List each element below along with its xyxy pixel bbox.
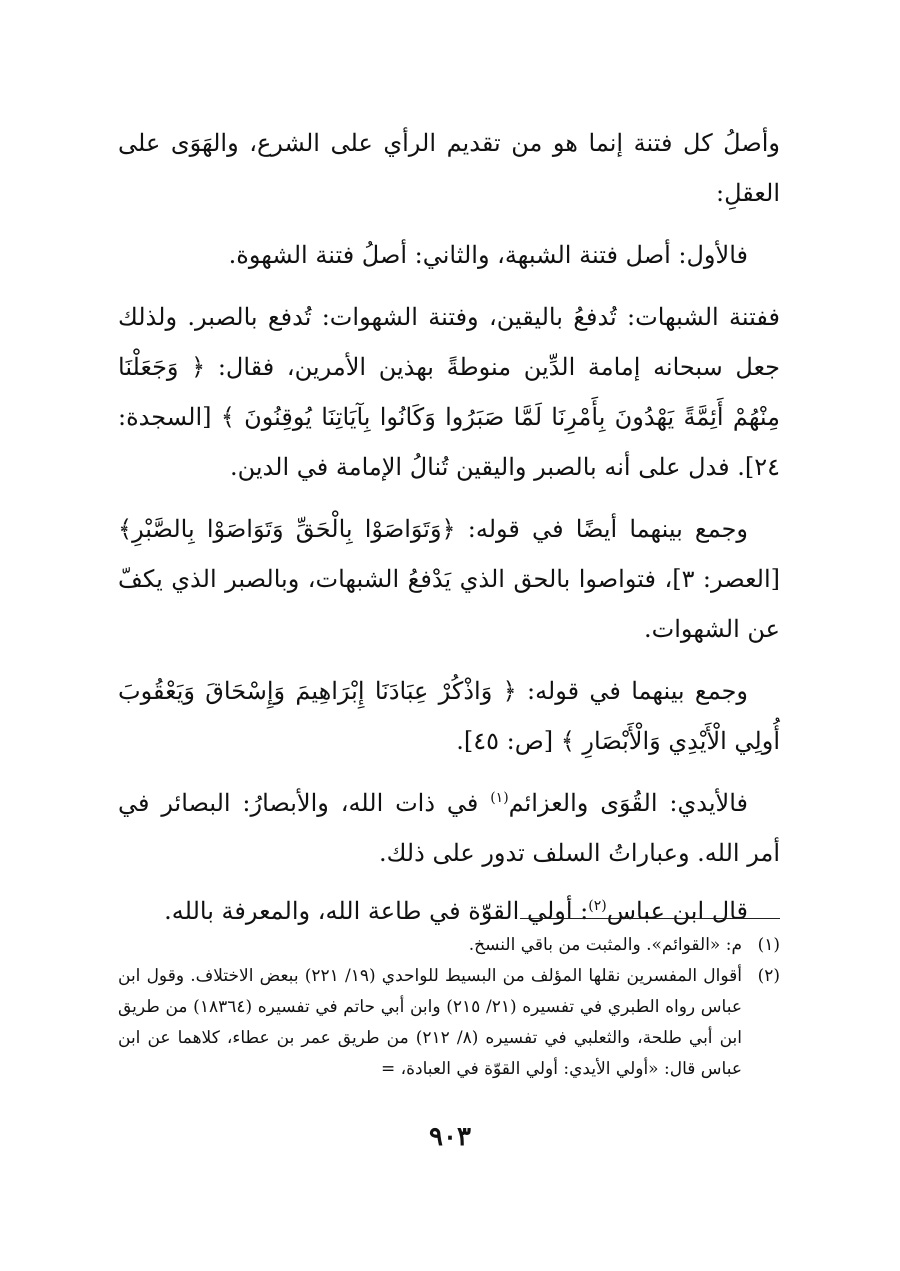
paragraph-6	[118, 778, 780, 878]
paragraph-6-text-a: فالأيدي: القُوَى والعزائم	[508, 789, 748, 817]
footnote-1-text: م: «القوائم». والمثبت من باقي النسخ.	[468, 935, 742, 955]
footnote-2-number: (٢)	[757, 966, 780, 986]
footnote-ref-2[interactable]: (٢)	[588, 898, 607, 914]
footnote-separator	[520, 918, 780, 919]
main-text	[118, 118, 780, 948]
paragraph-5	[118, 666, 780, 766]
footnote-1-number: (١)	[757, 935, 780, 955]
quran-verse-sad: ﴿ وَاذْكُرْ عِبَادَنَا إِبْرَاهِيمَ وَإِسْحَاقَ وَيَعْقُوبَ أُولِي الْأَيْدِي وَالْأَبْصَارِ ﴾	[118, 677, 780, 755]
paragraph-6-text-b: في ذات الله، والأبصارُ: البصائر في أمر الله. وعباراتُ السلف تدور على ذلك.	[118, 789, 780, 867]
paragraph-4	[118, 504, 780, 654]
quran-verse-sajdah: ﴿ وَجَعَلْنَا مِنْهُمْ أَئِمَّةً يَهْدُونَ بِأَمْرِنَا لَمَّا صَبَرُوا وَكَانُوا بِآيَاتِنَا يُوقِنُونَ ﴾	[118, 353, 781, 431]
paragraph-3-text-b: [السجدة: ٢٤]. فدل على أنه بالصبر واليقين تُنالُ الإمامة في الدين.	[118, 403, 780, 481]
quran-verse-asr: ﴿وَتَوَاصَوْا بِالْحَقِّ وَتَوَاصَوْا بِالصَّبْرِ﴾	[118, 515, 456, 543]
paragraph-5-text-b: [ص: ٤٥].	[456, 727, 561, 755]
paragraph-4-text-a: وجمع بينهما أيضًا في قوله:	[455, 515, 748, 543]
page-number: ٩٠٣	[429, 1122, 471, 1152]
footnotes	[118, 930, 780, 1085]
paragraph-5-text-a: وجمع بينهما في قوله:	[516, 677, 748, 705]
paragraph-2	[118, 230, 780, 280]
paragraph-1	[118, 118, 780, 218]
paragraph-1-text: وأصلُ كل فتنة إنما هو من تقديم الرأي على الشرع، والهَوَى على العقلِ:	[118, 129, 780, 207]
footnote-1	[118, 930, 780, 961]
paragraph-3-text-a: ففتنة الشبهات: تُدفعُ باليقين، وفتنة الشهوات: تُدفع بالصبر. ولذلك جعل سبحانه إمامة الدِّين منوطةً بهذين الأمرين، فقال:	[118, 303, 780, 381]
paragraph-3	[118, 292, 780, 492]
paragraph-7-text-a: قال ابن عباس	[606, 897, 748, 925]
footnote-2-text: أقوال المفسرين نقلها المؤلف من البسيط للواحدي (١٩/ ٢٢١) ببعض الاختلاف. وقول ابن عباس رواه الطبري في تفسيره (٢١/ ٢١٥) وابن أبي حاتم في تفسيره (١٨٣٦٤) من طريق ابن أبي طلحة، والثعلبي في تفسيره (٨/ ٢١٢) من طريق عمر بن عطاء، كلاهما عن ابن عباس قال: «أولي الأيدي: أولي القوّة في العبادة، =	[118, 966, 743, 1079]
paragraph-7	[118, 886, 780, 936]
paragraph-7-text-b: : أولي القوّة في طاعة الله، والمعرفة بالله.	[164, 897, 589, 925]
footnote-2	[118, 961, 780, 1085]
paragraph-2-text: فالأول: أصل فتنة الشبهة، والثاني: أصلُ فتنة الشهوة.	[228, 241, 748, 269]
paragraph-4-text-b: [العصر: ٣]، فتواصوا بالحق الذي يَدْفعُ الشبهات، وبالصبر الذي يكفّ عن الشهوات.	[118, 565, 780, 643]
footnote-ref-1[interactable]: (١)	[490, 790, 509, 806]
